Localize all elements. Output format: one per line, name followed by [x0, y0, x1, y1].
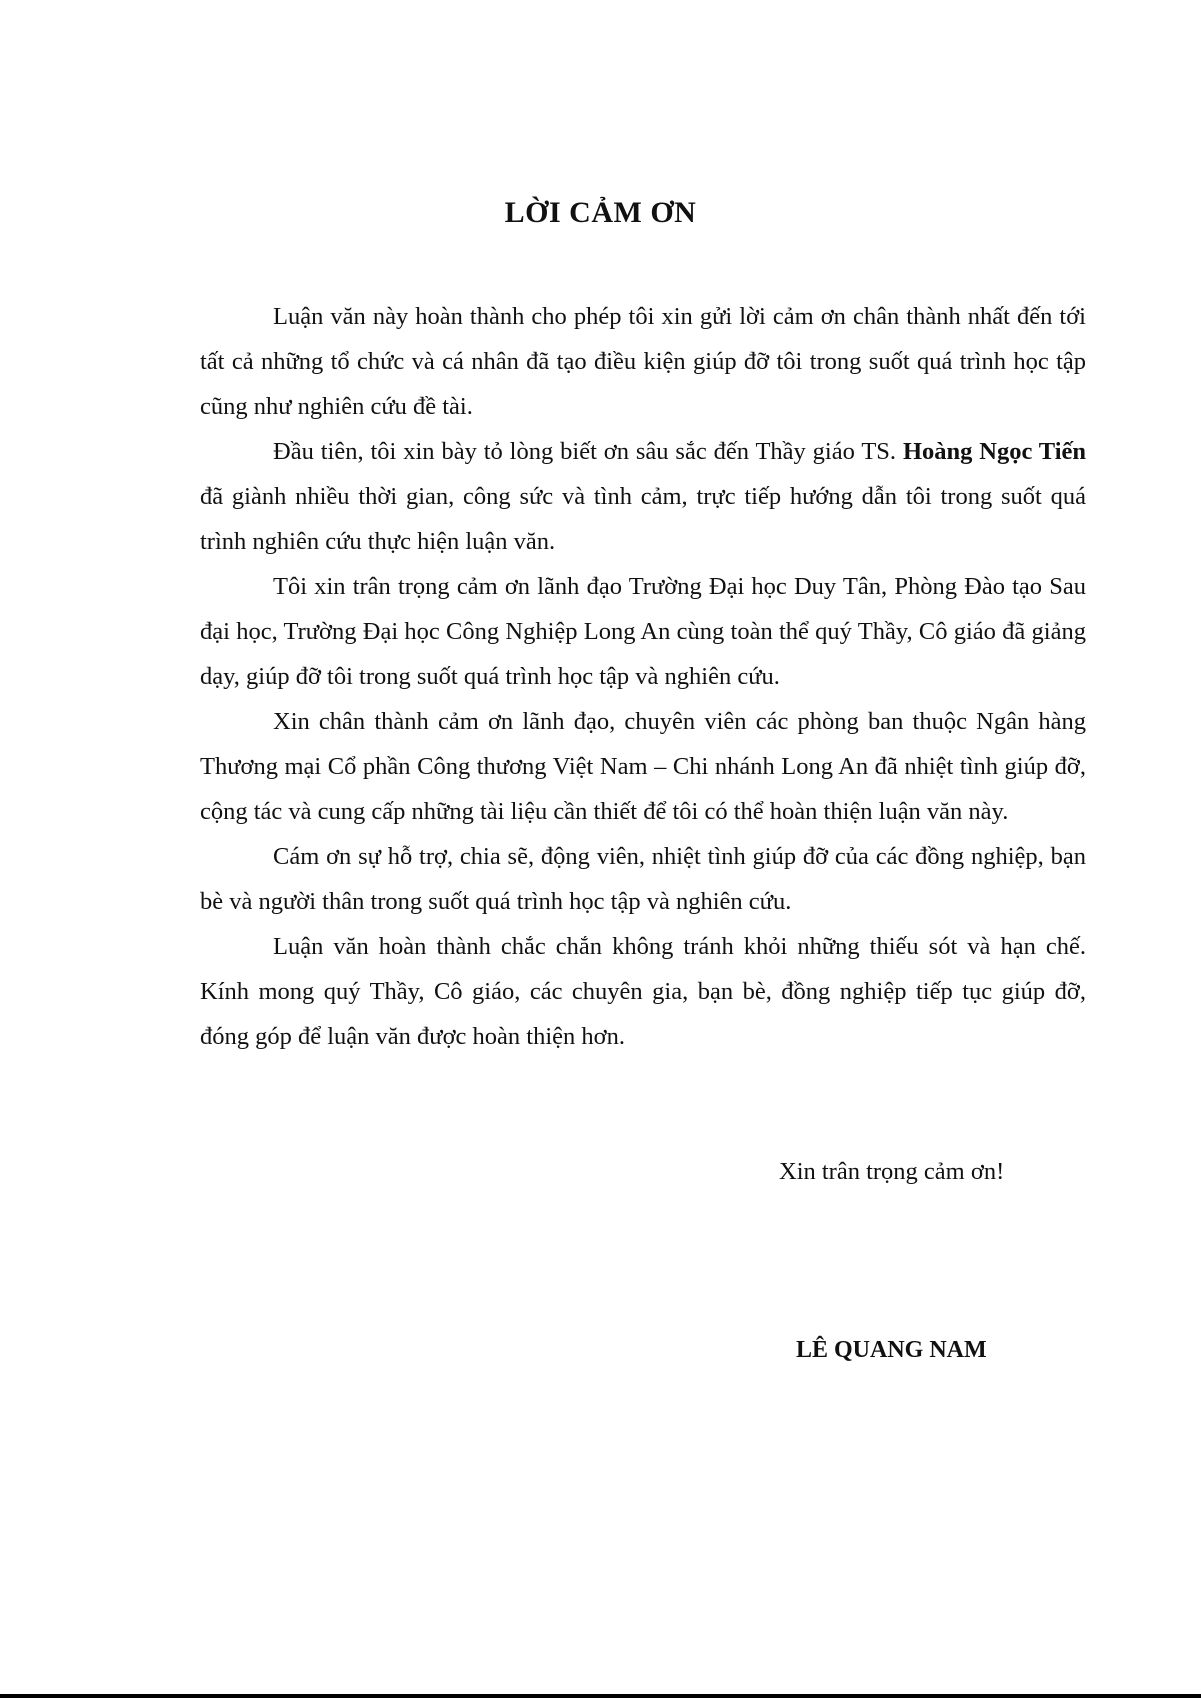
page-title: LỜI CẢM ƠN [504, 196, 697, 229]
paragraph-5: Cám ơn sự hỗ trợ, chia sẽ, động viên, nhiệt tình giúp đỡ của các đồng nghiệp, bạn bè và người thân trong suốt quá trình học tập và nghiên cứu. [200, 843, 1086, 915]
paragraph-1: Luận văn này hoàn thành cho phép tôi xin gửi lời cảm ơn chân thành nhất đến tới tất cả những tổ chức và cá nhân đã tạo điều kiện giúp đỡ tôi trong suốt quá trình học tập cũng như nghiên cứu đề tài. [200, 303, 1086, 420]
paragraph-2-text-end: đã giành nhiều thời gian, công sức và tình cảm, trực tiếp hướng dẫn tôi trong suốt quá trình nghiên cứu thực hiện luận văn. [200, 483, 1086, 555]
page-bottom-border [0, 1694, 1201, 1698]
paragraph-2-text-start: Đầu tiên, tôi xin bày tỏ lòng biết ơn sâu sắc đến Thầy giáo TS. [273, 438, 903, 465]
advisor-name: Hoàng Ngọc Tiến [902, 438, 1086, 465]
author-signature: LÊ QUANG NAM [796, 1337, 987, 1363]
paragraph-6: Luận văn hoàn thành chắc chắn không tránh khỏi những thiếu sót và hạn chế. Kính mong quý Thầy, Cô giáo, các chuyên gia, bạn bè, đồng nghiệp tiếp tục giúp đỡ, đóng góp để luận văn được hoàn thiện hơn. [200, 933, 1086, 1050]
paragraph-4: Xin chân thành cảm ơn lãnh đạo, chuyên viên các phòng ban thuộc Ngân hàng Thương mại Cổ phần Công thương Việt Nam – Chi nhánh Long An đã nhiệt tình giúp đỡ, cộng tác và cung cấp những tài liệu cần thiết để tôi có thể hoàn thiện luận văn này. [200, 708, 1086, 825]
closing-line: Xin trân trọng cảm ơn! [779, 1158, 1005, 1185]
paragraph-2 [200, 429, 1086, 564]
acknowledgement-body [200, 294, 1086, 1059]
paragraph-3: Tôi xin trân trọng cảm ơn lãnh đạo Trường Đại học Duy Tân, Phòng Đào tạo Sau đại học, Trường Đại học Công Nghiệp Long An cùng toàn thể quý Thầy, Cô giáo đã giảng dạy, giúp đỡ tôi trong suốt quá trình học tập và nghiên cứu. [200, 573, 1086, 690]
